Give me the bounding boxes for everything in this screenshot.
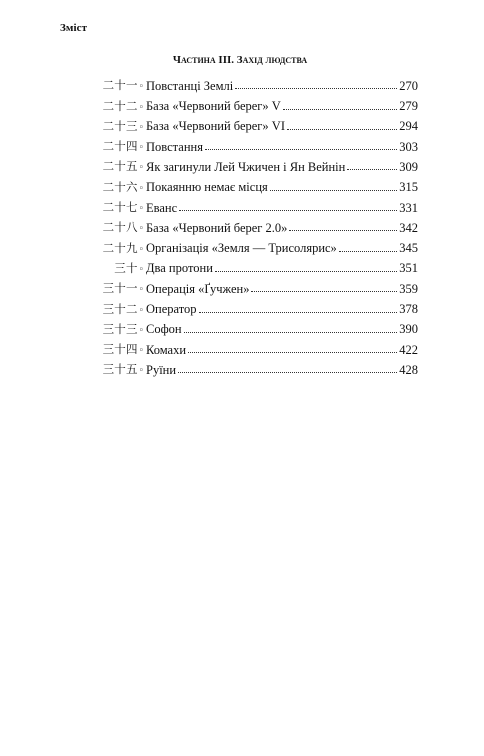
chapter-title: Організація «Земля — Трисолярис»	[146, 241, 337, 256]
dot-leader	[184, 332, 397, 333]
dot-leader	[270, 190, 397, 191]
chapter-title: Руїни	[146, 362, 177, 377]
chapter-number: 二十七◦	[102, 200, 144, 215]
dot-leader	[199, 312, 397, 313]
dot-leader	[289, 230, 397, 231]
page-number: 315	[399, 180, 418, 195]
page-number: 342	[399, 220, 418, 235]
page-number: 422	[399, 342, 418, 357]
chapter-title: Операція «Ґучжен»	[146, 281, 250, 296]
table-of-contents	[80, 72, 418, 376]
toc-entry[interactable]	[80, 72, 418, 92]
number-separator: ◦	[138, 122, 144, 133]
dot-leader	[287, 129, 397, 130]
toc-entry[interactable]	[80, 234, 418, 254]
dot-leader	[188, 352, 397, 353]
chapter-number: 三十三◦	[102, 321, 144, 336]
page-number: 309	[399, 159, 418, 174]
toc-entry[interactable]	[80, 356, 418, 376]
part-title: Частина III. Захід людства	[172, 54, 308, 66]
page-number: 294	[399, 119, 418, 134]
number-separator: ◦	[138, 305, 144, 316]
toc-entry[interactable]	[80, 214, 418, 234]
chapter-number: 三十◦	[114, 260, 144, 275]
number-separator: ◦	[138, 163, 144, 174]
number-separator: ◦	[138, 204, 144, 215]
number-separator: ◦	[138, 366, 144, 377]
chapter-number: 二十五◦	[102, 159, 144, 174]
toc-entry[interactable]	[80, 173, 418, 193]
chapter-title: База «Червоний берег 2.0»	[146, 220, 288, 235]
chapter-number: 二十二◦	[102, 98, 144, 113]
chapter-title: База «Червоний берег» V	[146, 99, 281, 114]
chapter-title: Софон	[146, 322, 182, 337]
dot-leader	[215, 271, 397, 272]
chapter-title: Два протони	[146, 261, 213, 276]
page-number: 279	[399, 99, 418, 114]
dot-leader	[347, 169, 397, 170]
chapter-title: Повстанці Землі	[146, 78, 234, 93]
toc-entry[interactable]	[80, 133, 418, 153]
toc-entry[interactable]	[80, 113, 418, 133]
page-number: 428	[399, 362, 418, 377]
page-number: 270	[399, 78, 418, 93]
chapter-title: Як загинули Лей Чжичен і Ян Вейнін	[146, 159, 346, 174]
dot-leader	[178, 372, 397, 373]
dot-leader	[235, 88, 397, 89]
chapter-number: 三十四◦	[102, 342, 144, 357]
toc-entry[interactable]	[80, 255, 418, 275]
number-separator: ◦	[138, 244, 144, 255]
chapter-title: Повстання	[146, 139, 203, 154]
chapter-title: Комахи	[146, 342, 187, 357]
toc-entry[interactable]	[80, 336, 418, 356]
dot-leader	[179, 210, 397, 211]
page-number: 378	[399, 302, 418, 317]
toc-entry[interactable]	[80, 92, 418, 112]
chapter-number: 三十二◦	[102, 301, 144, 316]
number-separator: ◦	[138, 346, 144, 357]
number-separator: ◦	[138, 264, 144, 275]
running-head: Зміст	[60, 22, 88, 34]
page-number: 351	[399, 261, 418, 276]
chapter-number: 二十三◦	[102, 118, 144, 133]
number-separator: ◦	[138, 325, 144, 336]
dot-leader	[251, 291, 397, 292]
page-number: 359	[399, 281, 418, 296]
toc-entry[interactable]	[80, 316, 418, 336]
chapter-number: 二十四◦	[102, 139, 144, 154]
toc-entry[interactable]	[80, 153, 418, 173]
number-separator: ◦	[138, 82, 144, 93]
chapter-title: Оператор	[146, 302, 197, 317]
dot-leader	[205, 149, 397, 150]
chapter-number: 二十九◦	[102, 240, 144, 255]
dot-leader	[283, 109, 397, 110]
page-number: 390	[399, 322, 418, 337]
chapter-number: 三十五◦	[102, 362, 144, 377]
chapter-number: 二十八◦	[102, 220, 144, 235]
number-separator: ◦	[138, 183, 144, 194]
page-number: 345	[399, 241, 418, 256]
number-separator: ◦	[138, 143, 144, 154]
number-separator: ◦	[138, 285, 144, 296]
number-separator: ◦	[138, 102, 144, 113]
page-number: 303	[399, 139, 418, 154]
toc-entry[interactable]	[80, 275, 418, 295]
chapter-number: 三十一◦	[102, 281, 144, 296]
toc-entry[interactable]	[80, 295, 418, 315]
dot-leader	[339, 251, 397, 252]
chapter-title: Еванс	[146, 200, 178, 215]
chapter-number: 二十一◦	[102, 78, 144, 93]
number-separator: ◦	[138, 224, 144, 235]
page-number: 331	[399, 200, 418, 215]
chapter-title: Покаянню немає місця	[146, 180, 268, 195]
chapter-number: 二十六◦	[102, 179, 144, 194]
chapter-title: База «Червоний берег» VI	[146, 119, 286, 134]
toc-entry[interactable]	[80, 194, 418, 214]
